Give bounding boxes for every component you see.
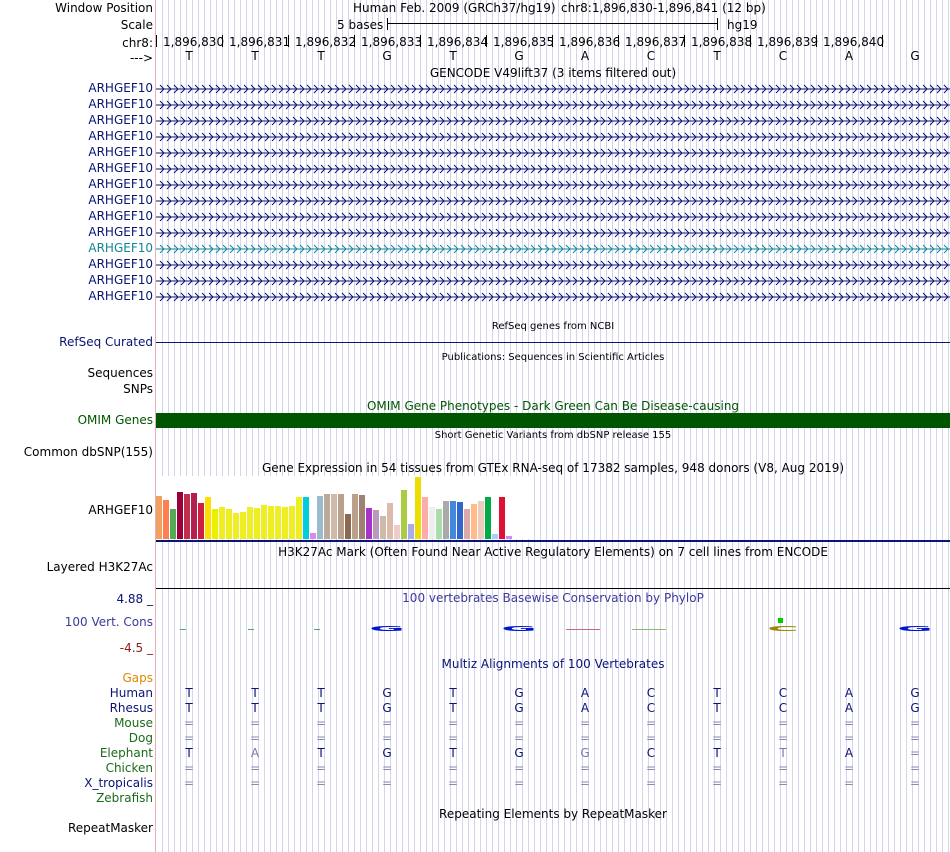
gtex-tissue-bar[interactable] — [485, 497, 491, 539]
dna-base: T — [317, 49, 325, 63]
multiz-title[interactable]: Multiz Alignments of 100 Vertebrates — [441, 657, 665, 671]
gtex-tissue-bar[interactable] — [422, 497, 428, 539]
gencode-transcript[interactable] — [156, 82, 950, 96]
dna-base: T — [713, 49, 721, 63]
alignment-base: = — [843, 776, 855, 790]
conservation-logo-letter: G — [369, 624, 405, 633]
gtex-tissue-bar[interactable] — [338, 494, 344, 539]
ruler-coordinate: 1,896,837 — [625, 35, 687, 49]
dna-base: T — [449, 49, 457, 63]
gencode-title[interactable]: GENCODE V49lift37 (3 items filtered out) — [429, 66, 677, 80]
species-label[interactable]: Chicken — [105, 761, 153, 775]
alignment-base: = — [909, 776, 921, 790]
strand-arrows — [156, 178, 950, 192]
alignment-base: C — [646, 701, 656, 715]
alignment-base: G — [910, 701, 920, 715]
gencode-gene-label[interactable]: ARHGEF10 — [88, 209, 153, 223]
dna-base: A — [580, 49, 590, 63]
gencode-gene-label[interactable]: ARHGEF10 — [88, 145, 153, 159]
species-label[interactable]: Human — [109, 686, 153, 700]
conservation-logo-letter: G — [501, 624, 537, 633]
gencode-transcript[interactable] — [156, 178, 950, 192]
gencode-gene-label[interactable]: ARHGEF10 — [88, 129, 153, 143]
ruler-coordinate: 1,896,838 — [691, 35, 753, 49]
alignment-base: T — [449, 746, 457, 760]
alignment-base: = — [843, 761, 855, 775]
gtex-tissue-bar[interactable] — [394, 525, 400, 539]
gencode-gene-label[interactable]: ARHGEF10 — [88, 257, 153, 271]
alignment-base: G — [580, 746, 590, 760]
alignment-base: T — [713, 701, 721, 715]
strand-arrows — [156, 98, 950, 112]
alignment-base: T — [251, 701, 259, 715]
gtex-tissue-bar[interactable] — [345, 514, 351, 539]
ruler-coordinate: 1,896,831 — [229, 35, 291, 49]
alignment-base: = — [513, 716, 525, 730]
omim-gene-bar[interactable] — [156, 413, 950, 428]
gencode-transcript[interactable] — [156, 274, 950, 288]
conservation-plot[interactable] — [156, 612, 950, 652]
strand-arrows — [156, 210, 950, 224]
alignment-base: = — [513, 731, 525, 745]
omim-title[interactable]: OMIM Gene Phenotypes - Dark Green Can Be Disease-causing — [366, 399, 740, 413]
repeatmasker-title[interactable]: Repeating Elements by RepeatMasker — [439, 807, 667, 821]
alignment-base: = — [183, 731, 195, 745]
gencode-transcript[interactable] — [156, 226, 950, 240]
alignment-base: A — [844, 701, 854, 715]
alignment-base: = — [249, 716, 261, 730]
snps-label[interactable]: SNPs — [123, 382, 153, 396]
alignment-base: G — [910, 686, 920, 700]
alignment-base: T — [185, 701, 193, 715]
gtex-tissue-bar[interactable] — [471, 504, 477, 539]
alignment-base: T — [251, 686, 259, 700]
gtex-tissue-bar[interactable] — [373, 510, 379, 539]
alignment-base: = — [381, 716, 393, 730]
strand-arrows — [156, 114, 950, 128]
gtex-tissue-bar[interactable] — [457, 502, 463, 539]
gencode-gene-label[interactable]: ARHGEF10 — [88, 241, 153, 255]
repeatmasker-label[interactable]: RepeatMasker — [67, 821, 153, 835]
strand-arrows — [156, 82, 950, 96]
gtex-tissue-bar[interactable] — [191, 493, 197, 539]
alignment-base: = — [711, 716, 723, 730]
alignment-base: = — [249, 731, 261, 745]
species-label[interactable]: Zebrafish — [96, 791, 153, 805]
alignment-base: T — [449, 701, 457, 715]
gtex-tissue-bar[interactable] — [275, 506, 281, 539]
alignment-base: C — [646, 686, 656, 700]
cons-title[interactable]: 100 vertebrates Basewise Conservation by PhyloP — [402, 591, 704, 605]
alignment-base: = — [513, 761, 525, 775]
alignment-base: A — [844, 686, 854, 700]
gencode-gene-label[interactable]: ARHGEF10 — [88, 225, 153, 239]
species-label[interactable]: Elephant — [99, 746, 153, 760]
gtex-gene-label[interactable]: ARHGEF10 — [88, 503, 153, 517]
species-label[interactable]: Rhesus — [109, 701, 153, 715]
h3k27ac-baseline — [156, 588, 950, 589]
ruler-coordinate: 1,896,840 — [823, 35, 885, 49]
gencode-transcript[interactable] — [156, 162, 950, 176]
alignment-base: = — [381, 761, 393, 775]
conservation-score-mark — [180, 629, 186, 630]
gtex-baseline — [156, 540, 950, 542]
alignment-base: = — [909, 761, 921, 775]
ruler-coordinate: 1,896,830 — [163, 35, 225, 49]
gtex-tissue-bar[interactable] — [247, 507, 253, 539]
gtex-tissue-bar[interactable] — [492, 534, 498, 539]
dna-base: A — [844, 49, 854, 63]
publications-title[interactable]: Publications: Sequences in Scientific Articles — [441, 352, 665, 363]
gtex-tissue-bar[interactable] — [163, 500, 169, 539]
chr-label: chr8: — [122, 36, 153, 50]
gencode-transcript[interactable] — [156, 242, 950, 256]
alignment-base: G — [514, 686, 524, 700]
gencode-transcript[interactable] — [156, 194, 950, 208]
strand-arrows — [156, 146, 950, 160]
strand-arrows — [156, 242, 950, 256]
alignment-base: = — [843, 731, 855, 745]
alignment-base: C — [646, 746, 656, 760]
gtex-tissue-bar[interactable] — [331, 494, 337, 539]
dna-base: T — [185, 49, 193, 63]
gencode-gene-label[interactable]: ARHGEF10 — [88, 161, 153, 175]
alignment-base: = — [447, 761, 459, 775]
alignment-base: T — [713, 686, 721, 700]
alignment-base: = — [645, 716, 657, 730]
strand-label: ---> — [129, 51, 153, 65]
alignment-base: = — [579, 731, 591, 745]
gtex-tissue-bar[interactable] — [499, 497, 505, 539]
gtex-tissue-bar[interactable] — [352, 494, 358, 539]
dna-base: T — [251, 49, 259, 63]
assembly-title: Human Feb. 2009 (GRCh37/hg19) — [353, 1, 556, 15]
strand-arrows — [156, 258, 950, 272]
gtex-tissue-bar[interactable] — [233, 513, 239, 539]
gencode-transcript[interactable] — [156, 98, 950, 112]
alignment-base: T — [185, 746, 193, 760]
scale-bar — [387, 18, 718, 30]
alignment-base: A — [250, 746, 260, 760]
ruler-coordinate: 1,896,835 — [493, 35, 555, 49]
gtex-tissue-bar[interactable] — [324, 494, 330, 539]
gtex-tissue-bar[interactable] — [303, 497, 309, 539]
species-label[interactable]: Mouse — [114, 716, 153, 730]
scale-text: 5 bases — [337, 18, 384, 32]
gtex-tissue-bar[interactable] — [387, 503, 393, 539]
gtex-tissue-bar[interactable] — [401, 490, 407, 539]
dna-base: G — [514, 49, 524, 63]
position-readout: chr8:1,896,830-1,896,841 (12 bp) — [561, 1, 766, 15]
gencode-transcript[interactable] — [156, 290, 950, 304]
alignment-base: G — [514, 746, 524, 760]
gtex-tissue-bar[interactable] — [205, 497, 211, 539]
alignment-base: C — [778, 686, 788, 700]
alignment-base: = — [513, 776, 525, 790]
alignment-base: = — [843, 716, 855, 730]
gtex-tissue-bar[interactable] — [289, 506, 295, 539]
gtex-tissue-bar[interactable] — [443, 501, 449, 539]
strand-arrows — [156, 274, 950, 288]
strand-arrows — [156, 130, 950, 144]
alignment-base: = — [447, 731, 459, 745]
species-label[interactable]: Dog — [128, 731, 153, 745]
ruler-coordinate: 1,896,833 — [361, 35, 423, 49]
alignment-base: = — [579, 761, 591, 775]
gtex-tissue-bar[interactable] — [317, 496, 323, 539]
strand-arrows — [156, 162, 950, 176]
gaps-label[interactable]: Gaps — [122, 671, 153, 685]
gtex-tissue-bar[interactable] — [415, 477, 421, 539]
dna-base: C — [646, 49, 656, 63]
gencode-gene-label[interactable]: ARHGEF10 — [88, 289, 153, 303]
gencode-gene-label[interactable]: ARHGEF10 — [88, 97, 153, 111]
gtex-tissue-bar[interactable] — [366, 508, 372, 539]
gtex-tissue-bar[interactable] — [310, 533, 316, 539]
alignment-base: = — [315, 776, 327, 790]
cons-min-label: -4.5 _ — [119, 641, 153, 655]
gtex-tissue-bar[interactable] — [184, 494, 190, 539]
gencode-transcript[interactable] — [156, 130, 950, 144]
alignment-base: T — [713, 746, 721, 760]
alignment-base: = — [777, 761, 789, 775]
strand-arrows — [156, 226, 950, 240]
refseq-gene-line[interactable] — [156, 342, 950, 343]
alignment-base: = — [381, 776, 393, 790]
alignment-base: G — [382, 746, 392, 760]
conservation-logo-letter — [778, 618, 783, 623]
sequences-label[interactable]: Sequences — [87, 366, 153, 380]
ruler-tick — [156, 35, 157, 47]
gtex-tissue-bar[interactable] — [478, 501, 484, 539]
h3k27ac-label[interactable]: Layered H3K27Ac — [46, 560, 153, 574]
alignment-base: C — [778, 701, 788, 715]
gencode-gene-label[interactable]: ARHGEF10 — [88, 81, 153, 95]
conservation-logo-letter: G — [897, 624, 933, 633]
gencode-gene-label[interactable]: ARHGEF10 — [88, 113, 153, 127]
alignment-base: G — [514, 701, 524, 715]
alignment-base: = — [909, 746, 921, 760]
alignment-base: = — [447, 716, 459, 730]
alignment-base: T — [185, 686, 193, 700]
window-position-label: Window Position — [55, 1, 153, 15]
alignment-base: = — [711, 761, 723, 775]
conservation-logo-letter: C — [767, 624, 799, 633]
refseq-curated-label[interactable]: RefSeq Curated — [59, 335, 153, 349]
gtex-tissue-bar[interactable] — [268, 506, 274, 539]
dna-base: G — [382, 49, 392, 63]
alignment-base: = — [249, 776, 261, 790]
alignment-base: = — [381, 731, 393, 745]
gencode-gene-label[interactable]: ARHGEF10 — [88, 177, 153, 191]
strand-arrows — [156, 290, 950, 304]
gencode-gene-label[interactable]: ARHGEF10 — [88, 273, 153, 287]
alignment-base: = — [579, 716, 591, 730]
dna-base: G — [910, 49, 920, 63]
dbsnp-title[interactable]: Short Genetic Variants from dbSNP release 155 — [434, 430, 672, 441]
gtex-tissue-bar[interactable] — [226, 509, 232, 539]
conservation-score-mark — [566, 629, 600, 630]
alignment-base: = — [315, 716, 327, 730]
alignment-base: T — [317, 701, 325, 715]
alignment-base: = — [909, 716, 921, 730]
alignment-base: = — [909, 731, 921, 745]
gencode-gene-label[interactable]: ARHGEF10 — [88, 193, 153, 207]
refseq-title[interactable]: RefSeq genes from NCBI — [491, 321, 615, 332]
gtex-tissue-bar[interactable] — [177, 492, 183, 539]
alignment-base: = — [645, 776, 657, 790]
gtex-tissue-bar[interactable] — [170, 509, 176, 539]
gtex-expression-bars[interactable] — [156, 476, 532, 539]
gencode-transcript[interactable] — [156, 258, 950, 272]
alignment-base: T — [779, 746, 787, 760]
gtex-tissue-bar[interactable] — [359, 495, 365, 539]
gtex-tissue-bar[interactable] — [212, 509, 218, 539]
gtex-tissue-bar[interactable] — [464, 509, 470, 539]
alignment-base: = — [711, 731, 723, 745]
gencode-transcript[interactable] — [156, 114, 950, 128]
alignment-base: = — [315, 761, 327, 775]
gtex-tissue-bar[interactable] — [450, 501, 456, 539]
conservation-score-mark — [632, 629, 666, 630]
gtex-title[interactable]: Gene Expression in 54 tissues from GTEx RNA-seq of 17382 samples, 948 donors (V8, Aug 2019) — [261, 461, 845, 475]
ruler-coordinate: 1,896,839 — [757, 35, 819, 49]
alignment-base: = — [645, 761, 657, 775]
alignment-base: T — [317, 746, 325, 760]
gtex-tissue-bar[interactable] — [296, 497, 302, 539]
cons-max-label: 4.88 _ — [116, 592, 153, 606]
alignment-base: G — [382, 686, 392, 700]
conservation-score-mark — [314, 629, 320, 630]
alignment-base: = — [183, 761, 195, 775]
gencode-transcript[interactable] — [156, 146, 950, 160]
alignment-base: = — [447, 776, 459, 790]
dna-base: C — [778, 49, 788, 63]
alignment-base: T — [449, 686, 457, 700]
alignment-base: T — [317, 686, 325, 700]
species-label[interactable]: X_tropicalis — [84, 776, 153, 790]
common-dbsnp-label[interactable]: Common dbSNP(155) — [23, 445, 153, 459]
alignment-base: = — [777, 776, 789, 790]
alignment-base: = — [183, 716, 195, 730]
alignment-base: = — [579, 776, 591, 790]
gtex-tissue-bar[interactable] — [219, 507, 225, 539]
gtex-tissue-bar[interactable] — [436, 509, 442, 539]
gtex-tissue-bar[interactable] — [282, 507, 288, 539]
gtex-tissue-bar[interactable] — [198, 503, 204, 539]
omim-genes-label[interactable]: OMIM Genes — [77, 413, 153, 427]
gencode-transcript[interactable] — [156, 210, 950, 224]
gtex-tissue-bar[interactable] — [380, 516, 386, 539]
ruler-coordinate: 1,896,834 — [427, 35, 489, 49]
gtex-tissue-bar[interactable] — [254, 508, 260, 539]
alignment-base: A — [580, 686, 590, 700]
conservation-score-mark — [248, 629, 254, 630]
h3k27ac-title[interactable]: H3K27Ac Mark (Often Found Near Active Regulatory Elements) on 7 cell lines from ENCODE — [278, 545, 828, 559]
alignment-base: G — [382, 701, 392, 715]
alignment-base: = — [183, 776, 195, 790]
gtex-tissue-bar[interactable] — [408, 524, 414, 539]
gtex-tissue-bar[interactable] — [261, 505, 267, 539]
gtex-tissue-bar[interactable] — [429, 507, 435, 539]
alignment-base: = — [249, 761, 261, 775]
ruler-coordinate: 1,896,832 — [295, 35, 357, 49]
alignment-base: A — [844, 746, 854, 760]
alignment-base: = — [315, 731, 327, 745]
alignment-base: = — [777, 716, 789, 730]
cons-label[interactable]: 100 Vert. Cons — [64, 615, 153, 629]
alignment-base: A — [580, 701, 590, 715]
alignment-base: = — [645, 731, 657, 745]
scale-label: Scale — [120, 18, 153, 32]
strand-arrows — [156, 194, 950, 208]
gtex-tissue-bar[interactable] — [240, 512, 246, 539]
alignment-base: = — [777, 731, 789, 745]
gtex-tissue-bar[interactable] — [506, 536, 512, 539]
gtex-tissue-bar[interactable] — [156, 496, 162, 539]
ruler-coordinate: 1,896,836 — [559, 35, 621, 49]
alignment-base: = — [711, 776, 723, 790]
db-label: hg19 — [727, 18, 758, 32]
